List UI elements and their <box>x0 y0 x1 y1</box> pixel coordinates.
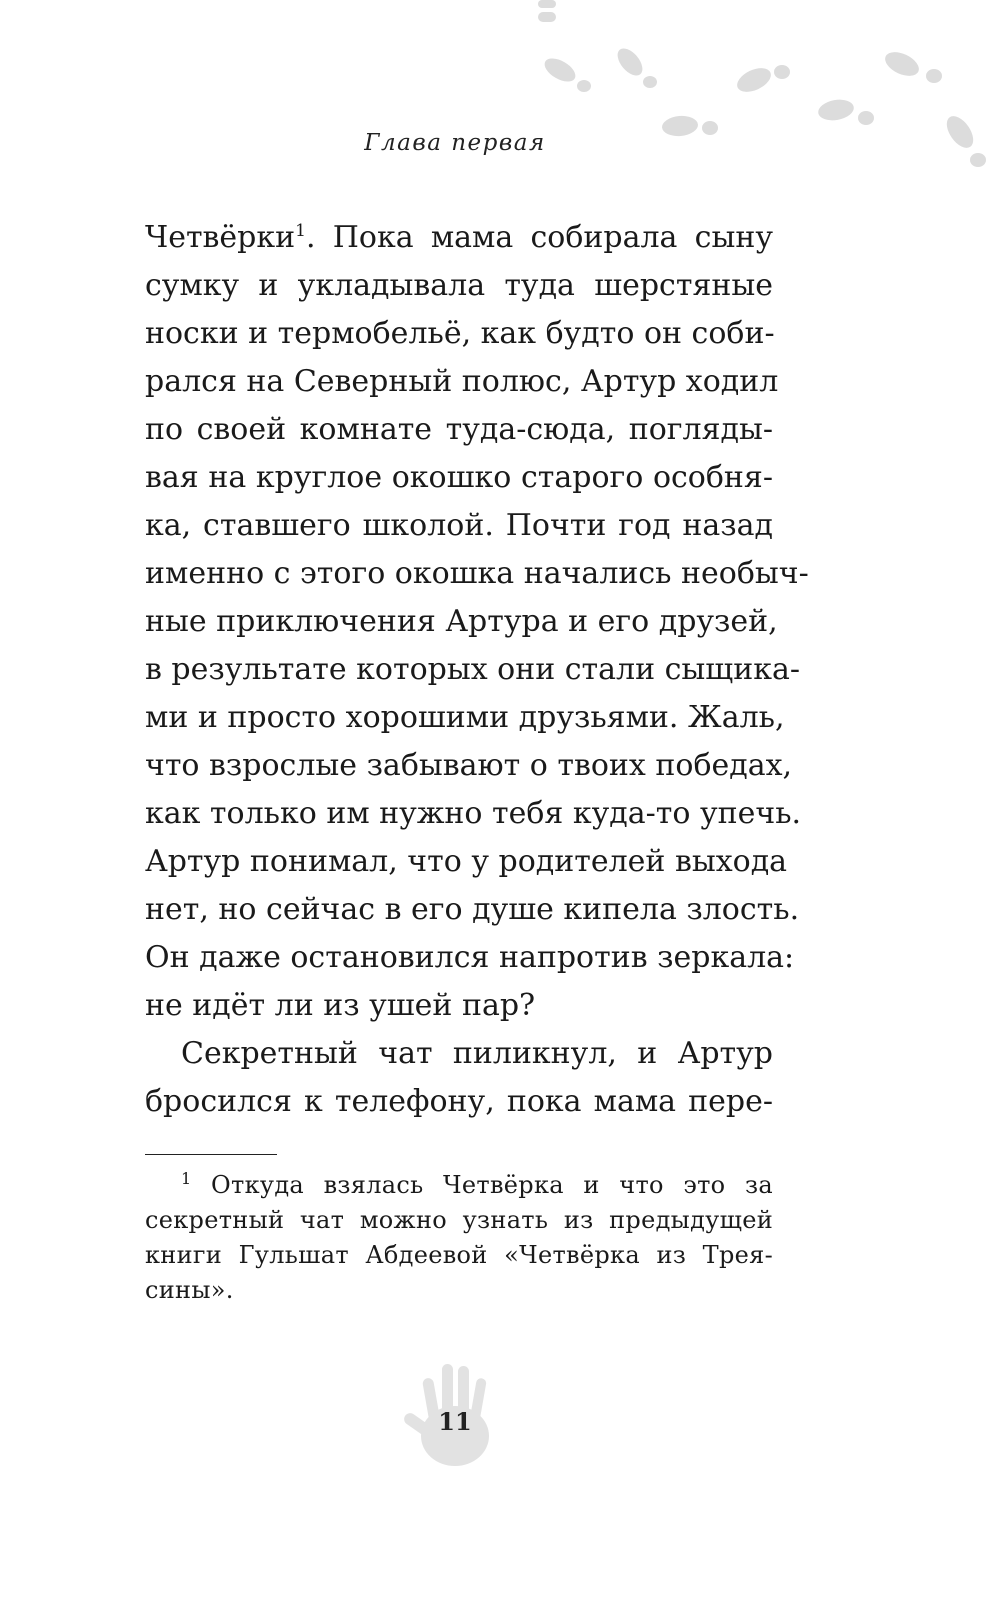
text-line: как только им нужно тебя куда-то упечь. <box>145 796 802 831</box>
text-line: рался на Северный полюс, Артур ходил <box>145 364 779 399</box>
text-line: нет, но сейчас в его душе кипела злость. <box>145 892 800 927</box>
text-line: ми и просто хорошими друзьями. Жаль, <box>145 700 785 735</box>
text-line: вая на круглое окошко старого особня- <box>145 460 773 495</box>
text-line: Секретный чат пиликнул, и Артур <box>181 1036 773 1071</box>
footnote-line: $^1$ Откуда взялась Четвёрка и что это за <box>181 1169 773 1199</box>
text-line-1: Четвёрки$^1$. Пока мама собирала сыну <box>145 220 773 255</box>
footnote-line: сины». <box>145 1276 234 1304</box>
text-line: не идёт ли из ушей пар? <box>145 988 536 1023</box>
text-line: носки и термобельё, как будто он соби- <box>145 316 775 351</box>
footnote-reference[interactable]: 1 <box>295 221 306 241</box>
text-line: именно с этого окошка начались необыч- <box>145 556 809 591</box>
footnote-divider <box>145 1154 277 1155</box>
text-line: по своей комнате туда-сюда, погляды- <box>145 412 773 447</box>
text-line: Он даже остановился напротив зеркала: <box>145 940 795 975</box>
text-line: в результате которых они стали сыщика- <box>145 652 800 687</box>
text-line: ные приключения Артура и его друзей, <box>145 604 778 639</box>
footnote-line: секретный чат можно узнать из предыдущей <box>145 1206 773 1234</box>
text-line: бросился к телефону, пока мама пере- <box>145 1084 773 1119</box>
footnote <box>145 1168 773 1308</box>
text-line: что взрослые забывают о твоих победах, <box>145 748 793 783</box>
main-text <box>145 214 809 1126</box>
text-line: Артур понимал, что у родителей выхода <box>145 844 788 879</box>
page-number: 11 <box>438 1407 472 1436</box>
footnote-marker: 1 <box>181 1169 192 1188</box>
footprints-icon <box>520 0 1000 190</box>
text-line: сумку и укладывала туда шерстяные <box>145 268 773 303</box>
text-line: ка, ставшего школой. Почти год назад <box>145 508 773 543</box>
chapter-title: Глава первая <box>364 130 546 156</box>
footnote-line: книги Гульшат Абдеевой «Четвёрка из Трея- <box>145 1241 773 1269</box>
